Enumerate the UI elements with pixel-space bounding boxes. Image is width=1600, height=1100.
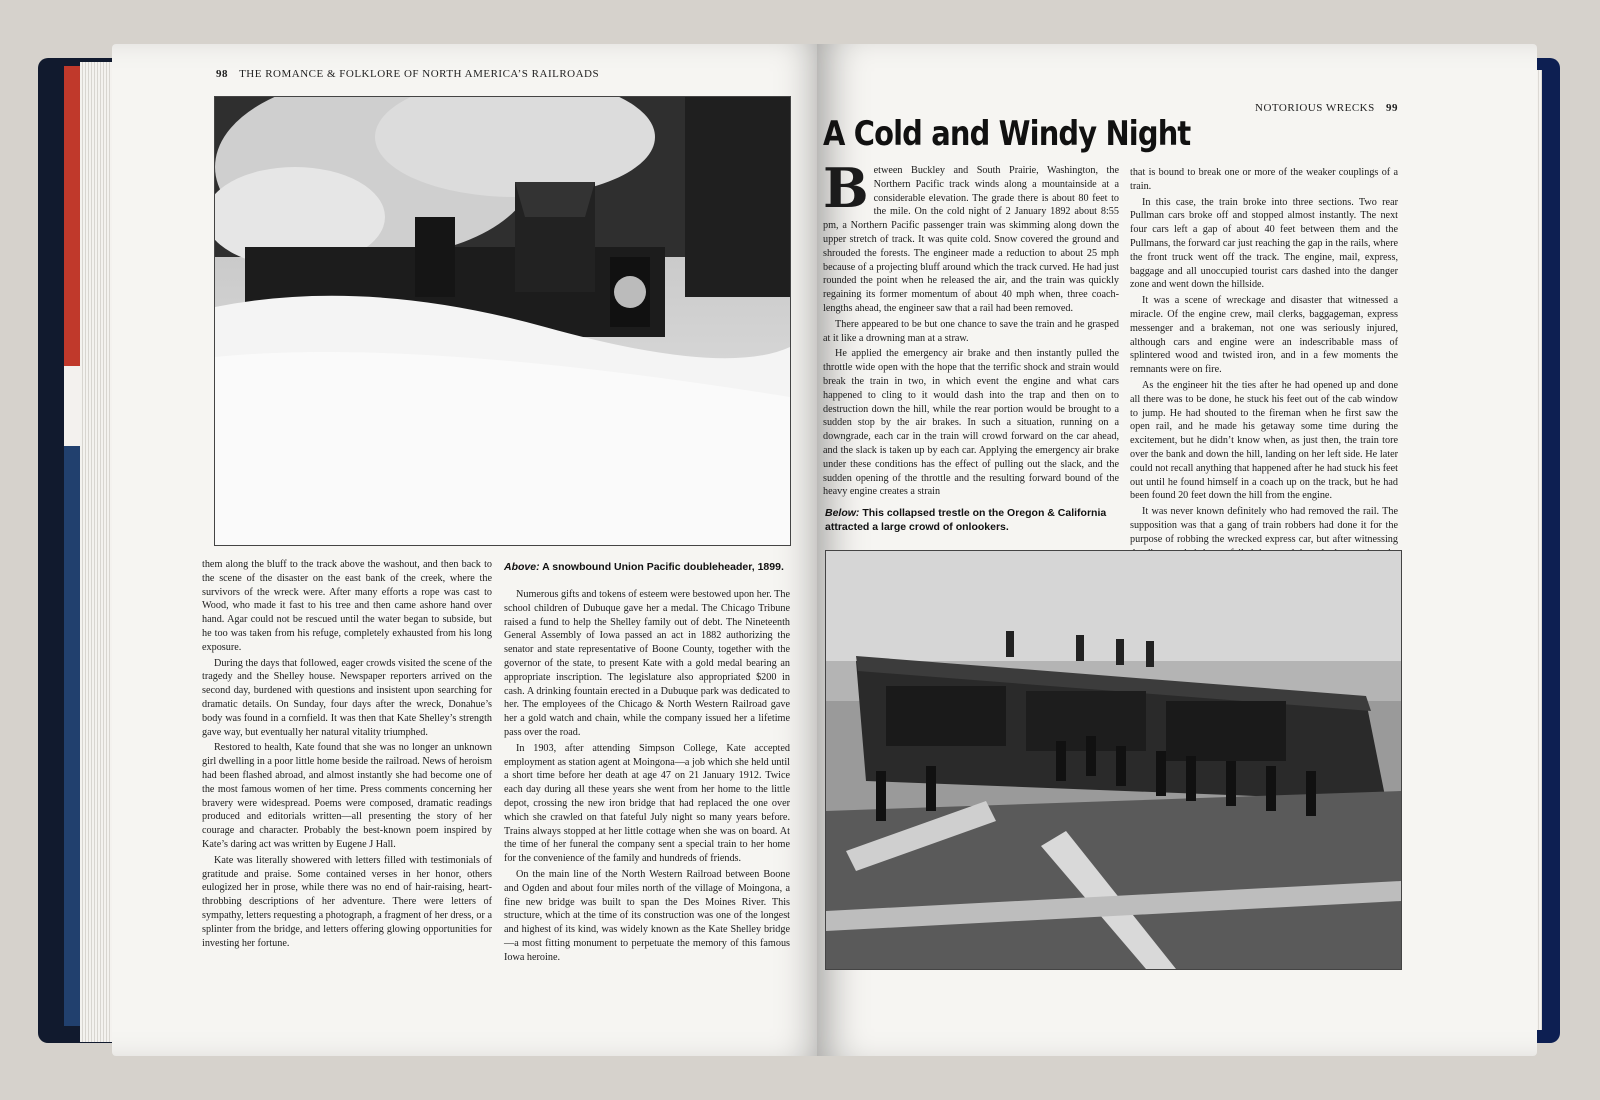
left-col2-paragraph: In 1903, after attending Simpson College, Kate accepted employment as station agent at Moingona—a job which she held until a short time before her death at age 47 on 21 January 1912. Twice each day during all these years she went from her home to the little depot, crossing the new iron bridge that had replaced the one over which she crawled on that fateful July night so many years before. Trains always stopped at her little cottage when she was on board. At the time of her funeral the company sent a special train to her home for the convenience of the family and hundreds of friends. <box>504 742 790 865</box>
article-title: A Cold and Windy Night <box>823 114 1191 154</box>
right-col2-paragraph: As the engineer hit the ties after he had opened up and done all there was to be done, he stuck his feet out of the cab window to jump. He had shouted to the fireman when he first saw the open rail, and he made his getaway some time during the excitement, but he didn’t know when, as just then, the train tore over the bank and down the hill, landing on her left side. He later could not recall anything that happened after he had stuck his feet out until he found himself in a coach up on the track, but he had been found 20 feet down the hill from the engine. <box>1130 379 1398 502</box>
right-page <box>817 44 1537 1056</box>
right-col2-paragraph: It was never known definitely who had removed the rail. The supposition was that a gang of train robbers had done it for the purpose of robbing the wrecked express car, but after witnessing <box>1130 506 1398 545</box>
left-photo-caption <box>504 560 794 574</box>
cover-stripe-blue <box>64 446 80 1026</box>
left-col1-paragraph: Restored to health, Kate found that she was no longer an unknown girl dwelling in a poor little home beside the railroad. News of heroism had been flashed abroad, and almost instantly she had become one of the most famous women of her time. Press comments concerning her bravery were widespread. Poems were composed, dramatic readings produced and editorials written—all presenting the story of her courage and character. Probably the best-known poem inspired by Kate’s daring act was written by Eugene J Hall. <box>202 742 492 850</box>
left-page <box>112 44 827 1056</box>
snowbound-train-illustration <box>215 97 790 545</box>
cover-stripe-white <box>64 366 80 446</box>
right-col2-paragraph: It was a scene of wreckage and disaster that witnessed a miracle. Of the engine crew, mail clerks, baggageman, express messenger and a brakeman, not one was seriously injured, although cars and engine were an indescribable mass of splintered wood and twisted iron, and in a few moments the remnants were on fire. <box>1130 295 1398 376</box>
left-column-2 <box>504 588 790 967</box>
right-caption-label: Below: <box>825 507 860 519</box>
right-col2-paragraph: In this case, the train broke into three sections. Two rear Pullman cars broke off and stopped almost instantly. The next four cars left a gap of about 40 feet between them and the Pullmans, the forward car just reaching the gap in the rails, where the front truck went off the track. The engine, mail, express, baggage and all unoccupied tourist cars dashed into the danger zone and went down the hillside. <box>1130 196 1398 291</box>
left-col1-paragraph: During the days that followed, eager crowds visited the scene of the tragedy and the Shelley house. Newspaper reporters arrived on the second day, burdened with questions and insistent upon searching for dramatic details. On Sunday, four days after the wreck, Donahue’s body was found in a cornfield. It was then that Kate Shelley’s strength gave way, but eventually her natural vitality triumphed. <box>202 657 492 738</box>
right-page-number: 99 <box>1386 102 1398 114</box>
collapsed-trestle-illustration <box>826 551 1401 969</box>
left-running-head-text: THE ROMANCE & FOLKLORE OF NORTH AMERICA’S RAILROADS <box>239 68 600 80</box>
right-running-head <box>1255 102 1406 114</box>
right-column-2 <box>1130 166 1398 576</box>
left-col2-paragraph: On the main line of the North Western Railroad between Boone and Ogden and about four miles north of the village of Moingona, a fine new bridge was built to span the Des Moines River. This structure, which at the time of its construction was one of the longest and highest of its kind, was widely known as the Kate Shelley bridge—a most fitting monument to perpetuate the memory of this famous Iowa heroine. <box>504 868 790 963</box>
cover-stripe-red <box>64 66 80 366</box>
left-caption-text: A snowbound Union Pacific doubleheader, 1899. <box>542 561 784 573</box>
right-photo-caption <box>825 506 1125 534</box>
left-running-head <box>216 68 599 80</box>
left-page-number: 98 <box>216 68 228 80</box>
right-col1-paragraph: He applied the emergency air brake and then instantly pulled the throttle wide open with the hope that the terrific shock and strain would break the train in two, in which event the engine and what cars happened to cling to it would dash into the trap and then on to destruction down the hill, while the rear portion would be brought to a sudden stop by the air brakes. In such a situation, running on a downgrade, each car in the train will crowd forward on the car ahead, and the slack is taken up by each car. Applying the emergency air brake under these conditions has the effect of pulling out the slack, and the sudden opening of the throttle and the resulting forward bound of the heavy engine creates a strain <box>823 348 1119 498</box>
left-caption-label: Above: <box>504 561 540 573</box>
left-col2-paragraph: Numerous gifts and tokens of esteem were bestowed upon her. The school children of Dubuque gave her a medal. The Chicago Tribune raised a fund to help the Shelley family out of debt. The Nineteenth General Assembly of Iowa passed an act in 1882 authorizing the senator and state representative of Boone County, together with the governor of the state, to present Kate with a gold medal bearing an appropriate inscription. The legislature also appropriated $200 in cash. A drinking fountain erected in a Dubuque park was dedicated to her. The employees of the Chicago & North Western Railroad gave her a gold watch and chain, while the company issued her a lifetime pass over the road. <box>504 589 790 738</box>
left-column-1 <box>202 558 492 952</box>
right-col2-paragraph: that is bound to break one or more of the weaker couplings of a train. <box>1130 167 1398 192</box>
right-caption-text: This collapsed trestle on the Oregon & California attracted a large crowd of onlookers. <box>825 507 1107 533</box>
right-col1-first-paragraph: etween Buckley and South Prairie, Washington, the Northern Pacific track winds along a mountainside at a considerable elevation. The grade there is about 80 feet to the mile. On the cold night of 2 January 1892 about 8:55 pm, a Northern Pacific passenger train was skimming along down the upper stretch of track. It was quite cold. Snow covered the ground and shrouded the forests. The engineer made a reduction to about 25 mph because of a projecting bluff around which the track curved. He had just rounded the point when he released the air, and the train was quickly regaining its former momentum of about 40 mph when, three coach-lengths ahead, the engineer saw that a rail had been removed. <box>823 165 1119 314</box>
right-col1-paragraph: There appeared to be but one chance to save the train and he grasped at it like a drowning man at a straw. <box>823 318 1119 344</box>
photo-collapsed-trestle <box>825 550 1402 970</box>
right-column-1 <box>823 156 1119 501</box>
left-col1-paragraph: them along the bluff to the track above the washout, and then back to the scene of the disaster on the east bank of the creek, where the survivors of the wreck were. After many efforts a rope was cast to Wood, who made it fast to his tree and then came ashore hand over hand. Agar could not be rescued until the water began to subside, but he too was taken from his refuge, completely exhausted from his long exposure. <box>202 559 492 653</box>
drop-cap: B <box>823 156 869 220</box>
right-running-head-text: NOTORIOUS WRECKS <box>1255 102 1375 114</box>
photo-snowbound-train <box>214 96 791 546</box>
left-col1-paragraph: Kate was literally showered with letters filled with testimonials of gratitude and praise. Some contained verses in her honor, others eulogized her in prose, while there was no end of hair-raising, heart-throbbing descriptions of her adventure. There were letters of sympathy, letters requesting a photograph, a fragment of her dress, or a splinter from the bridge, and letters offering glowing opportunities for investing her fortune. <box>202 854 492 949</box>
